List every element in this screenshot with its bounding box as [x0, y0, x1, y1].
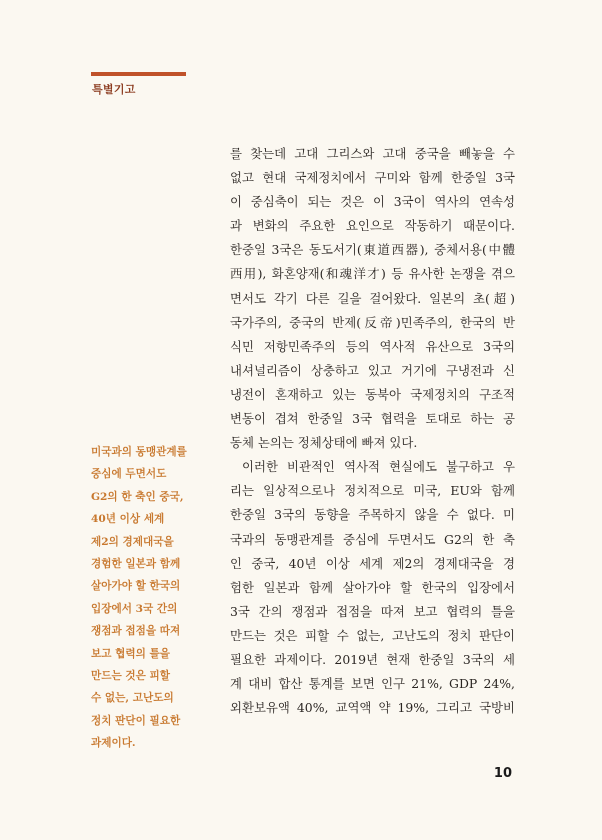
body-line: 과 변화의 주요한 요인으로 작동하기 때문이다.: [230, 218, 515, 234]
pull-quote-line: 정치 판단이 필요한: [91, 714, 181, 727]
pull-quote-line: 입장에서 3국 간의: [91, 602, 178, 615]
body-line: 내셔널리즘이 상충하고 있고 거기에 구냉전과 신: [230, 362, 515, 378]
body-line: 만드는 것은 피할 수 없는, 고난도의 정치 판단이: [230, 627, 515, 643]
pull-quote-line: 미국과의 동맹관계를: [91, 446, 187, 458]
section-accent-bar: [91, 72, 186, 76]
body-line: 한중일 3국의 동향을 주목하지 않을 수 없다. 미: [230, 507, 515, 523]
body-line: 국과의 동맹관계를 중심에 두면서도 G2의 한 축: [230, 531, 515, 547]
body-line: 를 찾는데 고대 그리스와 고대 중국을 빼놓을 수: [230, 146, 515, 161]
section-label: 특별기고: [92, 83, 136, 96]
pull-quote-line: 과제이다.: [91, 737, 136, 750]
pull-quote-line: 제2의 경제대국을: [91, 535, 174, 548]
body-line: 필요한 과제이다. 2019년 현재 한중일 3국의 세: [230, 651, 515, 667]
body-line: 국가주의, 중국의 반제(反帝)민족주의, 한국의 반: [230, 314, 515, 330]
page-number: 10: [493, 766, 512, 781]
body-line: 없고 현대 국제정치에서 구미와 함께 한중일 3국: [230, 170, 515, 186]
body-line: 한중일 3국은 동도서기(東道西器), 중체서용(中體: [230, 242, 515, 258]
body-line: 외환보유액 40%, 교역액 약 19%, 그리고 국방비: [230, 700, 515, 716]
pull-quote-line: 만드는 것은 피할: [91, 670, 171, 683]
body-line: 식민 저항민족주의 등의 역사적 유산으로 3국의: [230, 338, 515, 354]
pull-quote-line: 보고 협력의 틀을: [91, 647, 171, 660]
pull-quote-line: 살아가야 할 한국의: [91, 580, 181, 593]
body-line: 이 중심축이 되는 것은 이 3국이 역사의 연속성: [230, 194, 515, 210]
body-line: 3국 간의 쟁점과 접점을 따져 보고 협력의 틀을: [230, 603, 515, 619]
pull-quote-line: 수 없는, 고난도의: [91, 692, 174, 705]
pull-quote-line: 경험한 일본과 함께: [91, 558, 181, 571]
body-line: 리는 일상적으로나 정치적으로 미국, EU와 함께: [230, 483, 515, 499]
body-line: 험한 일본과 함께 살아가야 할 한국의 입장에서: [230, 579, 515, 595]
pull-quote: [91, 441, 216, 755]
pull-quote-line: 40년 이상 세계: [91, 513, 165, 526]
pull-quote-line: G2의 한 축인 중국,: [91, 490, 184, 503]
body-line: 이러한 비관적인 역사적 현실에도 불구하고 우: [242, 459, 515, 475]
pull-quote-line: 쟁점과 접점을 따져: [91, 625, 181, 638]
body-line: 인 중국, 40년 이상 세계 제2의 경제대국을 경: [230, 555, 515, 571]
body-line: 변동이 겹쳐 한중일 3국 협력을 토대로 하는 공: [230, 411, 515, 427]
body-line: 냉전이 혼재하고 있는 동북아 국제정치의 구조적: [230, 386, 515, 402]
pull-quote-line: 중심에 두면서도: [91, 468, 167, 481]
body-line: 동체 논의는 정체상태에 빠져 있다.: [230, 435, 418, 451]
body-line: 西用), 화혼양재(和魂洋才) 등 유사한 논쟁을 겪으: [230, 266, 515, 282]
article-body: [230, 142, 515, 720]
body-line: 계 대비 합산 통계를 보면 인구 21%, GDP 24%,: [230, 676, 515, 692]
body-line: 면서도 각기 다른 길을 걸어왔다. 일본의 초(超): [230, 290, 515, 306]
